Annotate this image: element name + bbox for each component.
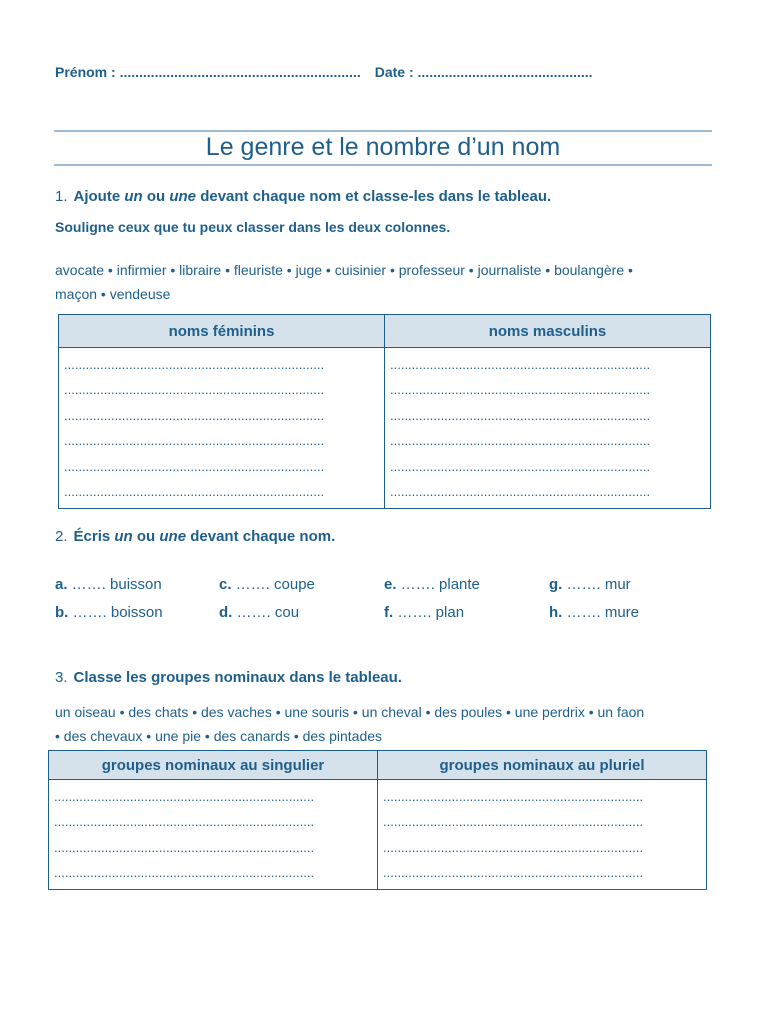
q1-text-un: un [124,188,143,205]
exercise-item: f. ……. plan [384,604,465,621]
answer-line[interactable]: ........................................................................ [383,865,644,881]
exercise-item: a. ……. buisson [55,576,162,593]
table-groupes-nominaux [48,750,707,890]
answer-line[interactable]: ........................................................................ [383,839,644,855]
answer-line[interactable]: ........................................................................ [64,382,325,398]
q2-text-un: un [114,528,133,545]
col-header-feminins: noms féminins [59,315,385,348]
question-1-words-line-2: maçon • vendeuse [55,286,171,302]
title-bottom-rule [54,164,712,166]
exercise-item: b. ……. boisson [55,604,163,621]
exercise-item: g. ……. mur [549,576,631,593]
question-3-words-line-2: • des chevaux • une pie • des canards • des pintades [55,728,383,744]
answer-line[interactable]: ........................................................................ [64,357,325,372]
q1-text-a: Ajoute [73,188,125,205]
answer-line[interactable]: ........................................................................ [390,407,651,423]
table-noms [58,314,711,509]
answer-line[interactable]: ........................................................................ [383,789,644,804]
q1-text-ou: ou [142,188,170,205]
answer-line[interactable]: ........................................................................ [64,407,325,423]
prenom-field[interactable]: Prénom : .............................................................. [55,64,361,80]
question-1-words-line-1: avocate • infirmier • libraire • fleuriste • juge • cuisinier • professeur • journaliste • boulangère • [55,262,633,278]
title-top-rule [54,130,712,132]
question-number: 1. [55,188,68,205]
exercise-item: h. ……. mure [549,604,640,621]
page-title: Le genre et le nombre d’un nom [205,133,561,161]
question-1-instruction [55,188,551,205]
q1-text-une: une [169,188,197,205]
answer-line[interactable]: ........................................................................ [54,839,315,855]
answer-line[interactable]: ........................................................................ [383,814,644,830]
question-3-instruction [55,669,402,686]
answer-line[interactable]: ........................................................................ [390,382,651,398]
question-2-instruction [55,528,335,545]
col-header-pluriel: groupes nominaux au pluriel [378,751,707,780]
col-header-singulier: groupes nominaux au singulier [49,751,378,780]
answer-line[interactable]: ........................................................................ [64,458,325,474]
q1-text-rest: devant chaque nom et classe-les dans le tableau. [196,188,552,205]
question-1-subinstruction: Souligne ceux que tu peux classer dans les deux colonnes. [55,219,451,235]
singulier-answer-cell[interactable] [49,780,378,890]
answer-line[interactable]: ........................................................................ [54,865,315,881]
exercise-item: e. ……. plante [384,576,480,593]
answer-line[interactable]: ........................................................................ [390,458,651,474]
answer-line[interactable]: ........................................................................ [54,789,315,804]
answer-line[interactable]: ........................................................................ [64,484,325,500]
pluriel-answer-cell[interactable] [378,780,707,890]
q2-text-une: une [159,528,187,545]
q2-text-a: Écris [73,528,115,545]
question-3-words-line-1: un oiseau • des chats • des vaches • une souris • un cheval • des poules • une perdrix • un faon [55,704,645,720]
answer-line[interactable]: ........................................................................ [64,433,325,449]
header-line [55,64,593,80]
question-number: 2. [55,528,68,545]
exercise-item: c. ……. coupe [219,576,315,593]
col-header-masculins: noms masculins [385,315,711,348]
answer-line[interactable]: ........................................................................ [390,433,651,449]
q2-text-rest: devant chaque nom. [186,528,336,545]
answer-line[interactable]: ........................................................................ [54,814,315,830]
feminins-answer-cell[interactable] [59,348,385,509]
answer-line[interactable]: ........................................................................ [390,357,651,372]
masculins-answer-cell[interactable] [385,348,711,509]
q3-text: Classe les groupes nominaux dans le tableau. [73,669,402,686]
q2-text-ou: ou [132,528,160,545]
date-field[interactable]: Date : ............................................. [374,64,593,80]
answer-line[interactable]: ........................................................................ [390,484,651,500]
question-number: 3. [55,669,68,686]
exercise-item: d. ……. cou [219,604,300,621]
